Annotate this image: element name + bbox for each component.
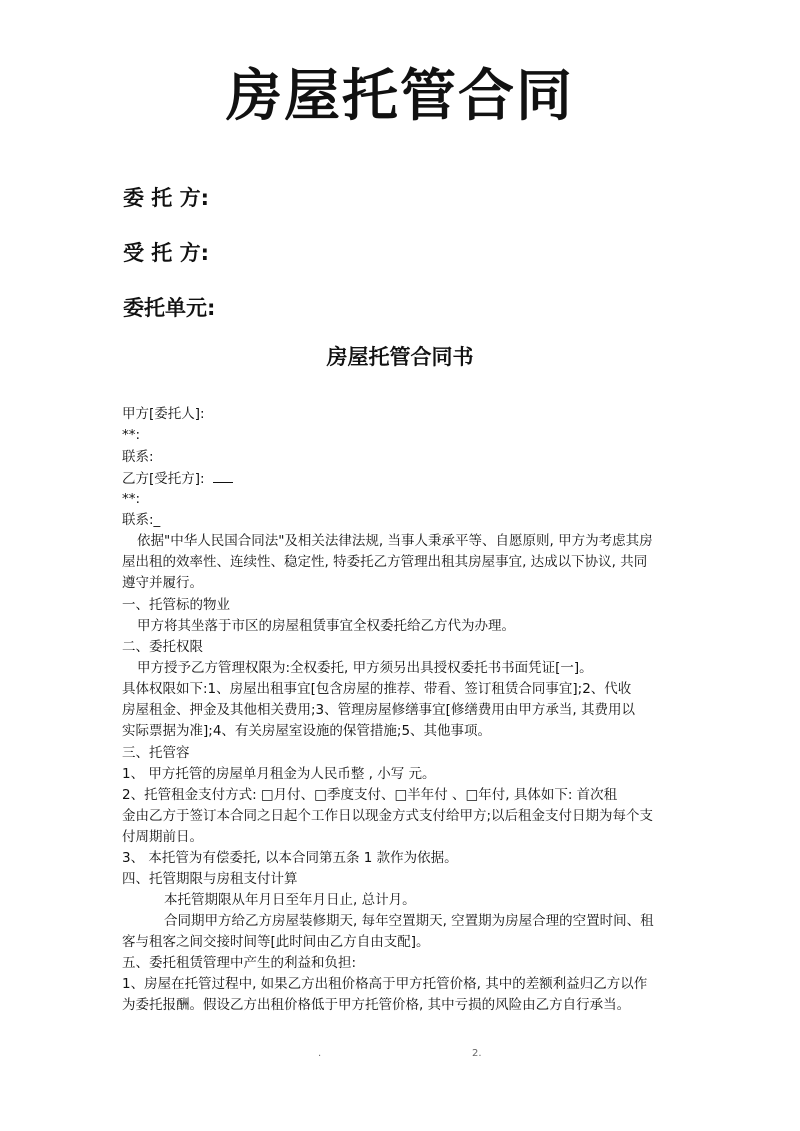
section-two-line-3: 房屋租金、押金及其他相关费用;3、管理房屋修缮事宜[修缮费用由甲方承当, 其费用以 — [122, 702, 635, 718]
section-two-line-1: 甲方授予乙方管理权限为:全权委托, 甲方须另出具授权委托书书面凭证[一]。 — [137, 660, 593, 676]
party-b-id-label: **: — [122, 491, 141, 507]
section-three-heading: 三、托管容 — [122, 745, 190, 761]
section-two-heading: 二、委托权限 — [122, 639, 203, 655]
party-b-contact-label: 联系:_ — [122, 512, 161, 528]
section-two-line-4: 实际票据为准];4、有关房屋室设施的保管措施;5、其他事项。 — [122, 723, 492, 739]
party-a-label: 甲方[委托人]: — [122, 406, 205, 422]
section-one-text: 甲方将其坐落于市区的房屋租赁事宜全权委托给乙方代为办理。 — [137, 618, 515, 634]
page-number: 2. — [472, 1048, 482, 1059]
section-three-item-2-line-2: 金由乙方于签订本合同之日起个工作日以现金方式支付给甲方;以后租金支付日期为每个支 — [122, 808, 654, 824]
section-three-item-2-line-1: 2、托管租金支付方式: □月付、□季度支付、□半年付 、□年付, 具体如下: 首次租 — [122, 787, 618, 803]
preamble-line-2: 屋出租的效率性、连续性、稳定性, 特委托乙方管理出租其房屋事宜, 达成以下协议, 共同 — [122, 554, 648, 570]
section-three-item-2-line-3: 付周期前日。 — [122, 829, 203, 845]
contract-title: 房屋托管合同 — [226, 64, 574, 129]
client-field: 委 托 方: — [123, 186, 210, 210]
section-four-line-2: 合同期甲方给乙方房屋装修期天, 每年空置期天, 空置期为房屋合理的空置时间、租 — [164, 913, 654, 929]
section-five-item-1-line-1: 1、房屋在托管过程中, 如果乙方出租价格高于甲方托管价格, 其中的差额利益归乙方以作 — [122, 976, 648, 992]
party-a-id-label: **: — [122, 427, 141, 443]
preamble-line-1: 依据"中华人民国合同法"及相关法律法规, 当事人秉承平等、自愿原则, 甲方为考虑其房 — [137, 533, 653, 549]
trustee-field: 受 托 方: — [123, 241, 210, 265]
party-b-blank — [213, 470, 233, 483]
party-b-label: 乙方[受托方]: — [122, 471, 205, 487]
section-five-heading: 五、委托租赁管理中产生的利益和负担: — [122, 955, 357, 971]
entrusted-unit-field: 委托单元: — [123, 296, 216, 320]
party-a-contact-label: 联系: — [122, 449, 154, 465]
section-five-item-1-line-2: 为委托报酬。假设乙方出租价格低于甲方托管价格, 其中亏损的风险由乙方自行承当。 — [122, 997, 631, 1013]
section-three-item-3: 3、 本托管为有偿委托, 以本合同第五条 1 款作为依据。 — [122, 850, 458, 866]
contract-subtitle: 房屋托管合同书 — [326, 345, 474, 369]
section-four-heading: 四、托管期限与房租支付计算 — [122, 871, 298, 887]
footer-dot: . — [318, 1048, 322, 1059]
section-two-line-2: 具体权限如下:1、房屋出租事宜[包含房屋的推荐、带看、签订租赁合同事宜];2、代收 — [122, 681, 632, 697]
preamble-line-3: 遵守并履行。 — [122, 575, 203, 591]
section-four-line-1: 本托管期限从年月日至年月日止, 总计月。 — [164, 892, 416, 908]
section-three-item-1: 1、 甲方托管的房屋单月租金为人民币整 , 小写 元。 — [122, 766, 436, 782]
section-four-line-3: 客与租客之间交接时间等[此时间由乙方自由支配]。 — [122, 934, 430, 950]
party-b-label-row — [122, 470, 233, 487]
section-one-heading: 一、托管标的物业 — [122, 597, 230, 613]
